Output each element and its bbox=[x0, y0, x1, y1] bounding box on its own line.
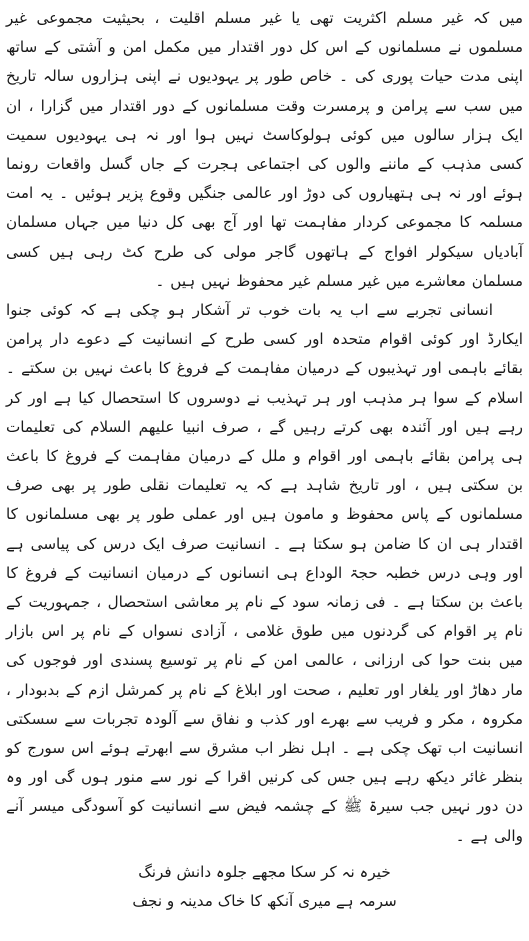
paragraph-1: میں کہ غیر مسلم اکثریت تھی یا غیر مسلم اقلیت ، بحیثیت مجموعی غیر مسلموں نے مسلمانوں کے اس کل دور اقتدار میں مکمل امن و آشتی کے ساتھ اپنی مدت حیات پوری کی ۔ خاص طور پر یہودیوں نے اپنی ہزاروں سالہ تاریخ میں سب سے پرامن و پرمسرت وقت مسلمانوں کے دور اقتدار میں گزارا ، ان ایک ہزار سالوں میں کوئی ہولوکاسٹ نہیں ہوا اور نہ ہی یہودیوں سمیت کسی مذہب کے ماننے والوں کی اجتماعی ہجرت کے جاں گسل واقعات رونما ہوئے اور نہ ہی ہتھیاروں کی دوڑ اور عالمی جنگیں وقوع پزیر ہوئیں ۔ یہ امت مسلمہ کا مجموعی کردار مفاہمت تھا اور آج بھی کل دنیا میں جہاں مسلمان آبادیاں سیکولر افواج کے ہاتھوں گاجر مولی کی طرح کٹ رہی ہیں کسی مسلمان معاشرے میں غیر مسلم غیر محفوظ نہیں ہیں ۔ bbox=[6, 9, 523, 290]
paragraph-2: انسانی تجربے سے اب یہ بات خوب تر آشکار ہو چکی ہے کہ کوئی جنوا ایکارڈ اور کوئی اقوام متحدہ اور کسی طرح کے انسانیت کے دعوے دار پرامن بقائے باہمی اور تہذیبوں کے درمیان مفاہمت کے فروغ کا باعث نہیں بن سکتے ۔ اسلام کے سوا ہر مذہب اور ہر تہذیب نے دوسروں کا استحصال کیا ہے اور کر رہے ہیں اور آئندہ بھی کرتے رہیں گے ، صرف انبیا علیھم السلام کی تعلیمات ہی پرامن بقائے باہمی اور اقوام و ملل کے درمیان مفاہمت کے فروغ کا باعث بن سکتی ہیں ، اور تاریخ شاہد ہے کہ یہ تعلیمات نقلی طور پر بھی صرف مسلمانوں کے پاس محفوظ و مامون ہیں اور عملی طور پر بھی مسلمانوں کا اقتدار ہی ان کا ضامن ہو سکتا ہے ۔ انسانیت صرف ایک درس کی پیاسی ہے اور وہی درس خطبہ حجۃ الوداع ہی انسانوں کے درمیان انسانیت کے فروغ کا باعث بن سکتا ہے ۔ فی زمانہ سود کے نام پر معاشی استحصال ، جمہوریت کے نام پر اقوام کی گردنوں میں طوق غلامی ، آزادی نسواں کے نام پر اس بازار میں بنت حوا کی ارزانی ، عالمی امن کے نام پر توسیع پسندی اور فوجوں کی مار دھاڑ اور یلغار اور تعلیم ، صحت اور ابلاغ کے نام پر کمرشل ازم کے بدبودار ، مکروہ ، مکر و فریب سے بھرے اور کذب و نفاق سے آلودہ تجربات سے سسکتی انسانیت اب تھک چکی ہے ۔ اہل نظر اب مشرق سے ابھرتے ہوئے اس سورج کو بنظر غائر دیکھ رہے ہیں جس کی کرنیں اقرا کے نور سے منور ہوں گی اور وہ دن دور نہیں جب سیرۃ ﷺ کے چشمہ فیض سے انسانیت کو آسودگی میسر آنے والی ہے ۔ bbox=[6, 301, 523, 845]
verse-line-2: سرمہ ہے میری آنکھ کا خاک مدینہ و نجف bbox=[132, 892, 397, 911]
verse-line-1: خیرہ نہ کر سکا مجھے جلوہ دانش فرنگ bbox=[138, 862, 391, 881]
